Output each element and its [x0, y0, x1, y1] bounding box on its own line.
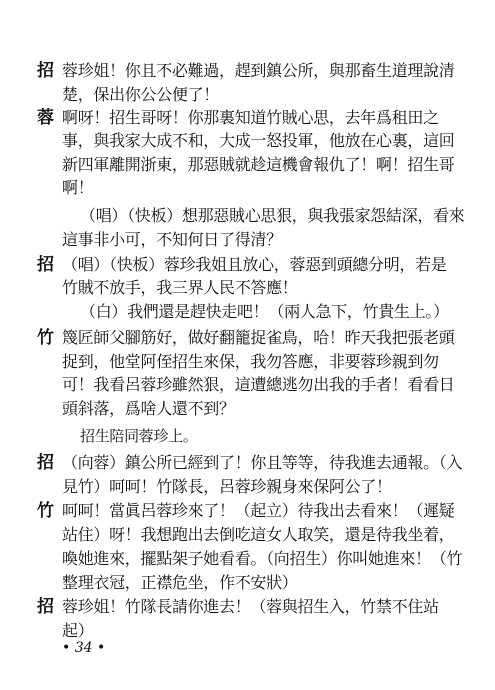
speaker-label: 招	[37, 453, 54, 473]
line-text: 起）	[62, 621, 94, 640]
speaker-label: 竹	[37, 328, 54, 348]
line-text: 啊！	[62, 178, 94, 197]
line-text: （唱）（快板）蓉珍我姐且放心，蓉惡到頭總分明，若是	[62, 255, 447, 274]
line-text: 喚她進來，擺點架子她看看。（向招生）你叫她進來！（竹	[62, 549, 463, 568]
line-text: 呵呵！當眞呂蓉珍來了！（起立）待我出去看來！（遲疑	[62, 501, 455, 520]
speaker-label: 竹	[37, 501, 54, 521]
line-text: 頭斜落，爲啥人還不到？	[62, 399, 235, 418]
line-text: 蓉珍姐！你且不必難過，趕到鎮公所，與那畜生道理說清	[62, 61, 455, 80]
speaker-label: 招	[37, 255, 54, 275]
page-number: • 34 •	[62, 640, 106, 656]
line-text: 這事非小可，不知何日了得清？	[62, 230, 282, 249]
line-text: 蓉珍姐！竹隊長請你進去！（蓉與招生入，竹禁不住站	[62, 597, 439, 616]
line-text: 招生陪同蓉珍上。	[80, 427, 198, 445]
line-text: 事，與我家大成不和，大成一怒投軍，他放在心裏，這回	[62, 131, 455, 150]
line-text: 篾匠師父腳筋好，做好翻籠捉雀鳥，哈！昨天我把張老頭	[62, 328, 455, 347]
line-text: 捉到，他堂阿侄招生來保，我勿答應，非要蓉珍親到勿	[62, 352, 439, 371]
line-text: 竹賊不放手，我三界人民不答應！	[62, 278, 298, 297]
line-text: 整理衣冠，正襟危坐，作不安狀）	[62, 573, 298, 592]
line-text: （唱）（快板）想那惡賊心思狠，與我張家怨結深，看來	[80, 206, 465, 225]
speaker-label: 蓉	[37, 108, 54, 128]
line-text: 站住）呀！我想跑出去倒吃這女人取笑，還是待我坐着，	[62, 525, 455, 544]
speaker-label: 招	[37, 61, 54, 81]
line-text: （向蓉）鎮公所已經到了！你且等等，待我進去通報。（入	[62, 453, 463, 472]
line-text: 可！我看呂蓉珍雖然狠，這遭總逃勿出我的手者！看看日	[62, 375, 455, 394]
line-text: 見竹）呵呵！竹隊長，呂蓉珍親身來保阿公了！	[62, 477, 392, 496]
line-text: 啊呀！招生哥呀！你那裏知道竹賊心思，去年爲租田之	[62, 108, 439, 127]
line-text: 楚，保出你公公便了！	[62, 85, 220, 104]
line-text: 新四軍離開浙東，那惡賊就趁這機會報仇了！啊！招生哥	[62, 155, 455, 174]
speaker-label: 招	[37, 597, 54, 617]
line-text: （白）我們還是趕快走吧！（兩人急下，竹貴生上。）	[80, 302, 449, 321]
